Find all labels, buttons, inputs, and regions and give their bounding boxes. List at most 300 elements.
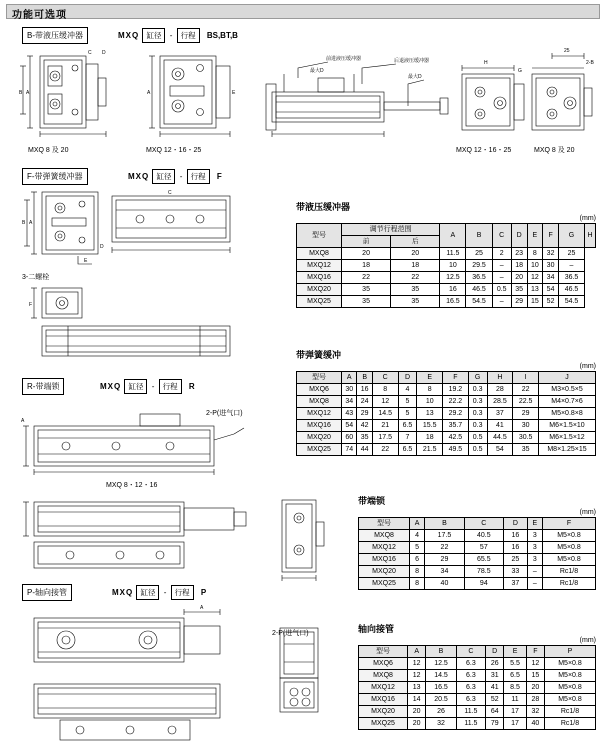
cell: 12 (408, 670, 426, 682)
cell: 22 (372, 444, 398, 456)
section-p-note: 2-P(进气口) (272, 630, 309, 637)
drawing-p-bottom (20, 676, 258, 744)
cell: 30 (342, 384, 357, 396)
cell: 8 (410, 578, 425, 590)
cell: 6.5 (398, 444, 417, 456)
cell: 16 (357, 384, 372, 396)
cell: 31 (486, 670, 504, 682)
cell-model: MXQ25 (359, 718, 408, 730)
cell: 0.5 (492, 284, 511, 296)
cell: M5×0.8 (545, 670, 596, 682)
th-b: B (466, 224, 492, 248)
page-header (6, 4, 600, 19)
cell-model: MXQ12 (297, 408, 342, 420)
th-model: 型号 (297, 224, 342, 248)
svg-text:A: A (29, 220, 33, 226)
th-d: D (486, 646, 504, 658)
svg-text:2-B: 2-B (586, 60, 594, 66)
section-f-bore: 缸径 (152, 169, 175, 184)
cell: 42 (357, 420, 372, 432)
drawing-b-left (18, 48, 128, 144)
table-1-title: 带液压缓冲器 (296, 202, 351, 212)
svg-text:最大D: 最大D (310, 68, 324, 74)
cell: 28 (487, 384, 513, 396)
table-1-unit: (mm) (579, 215, 596, 222)
cell: 14 (408, 694, 426, 706)
cell: 10 (527, 260, 543, 272)
section-f-model-row: MXQ 缸径 - 行程 F (128, 169, 222, 184)
drawing-r-top (20, 400, 258, 486)
cell-model: MXQ20 (359, 566, 410, 578)
cell-model: MXQ12 (359, 542, 410, 554)
table-row (297, 420, 596, 432)
cell: 34 (342, 396, 357, 408)
cell-model: MXQ16 (359, 694, 408, 706)
cell: 14.5 (426, 670, 456, 682)
table-row (297, 284, 596, 296)
cell: 3 (527, 542, 542, 554)
cell: 21.5 (417, 444, 443, 456)
th-group: 调节行程范围 (342, 224, 440, 236)
fig-label-b4: MXQ 8 及 20 (534, 147, 575, 154)
drawing-p-side (268, 620, 338, 720)
table-row (297, 260, 596, 272)
cell: 0.5 (468, 432, 487, 444)
svg-text:A: A (21, 418, 25, 424)
cell: 22 (391, 272, 440, 284)
cell: 34 (425, 566, 464, 578)
table-1-header-row-1 (297, 224, 596, 236)
cell: – (492, 260, 511, 272)
cell: 26 (486, 658, 504, 670)
cell: 35 (391, 284, 440, 296)
cell: 3 (527, 554, 542, 566)
cell-model: MXQ20 (359, 706, 408, 718)
section-r-suffix: R (188, 382, 195, 391)
cell: 41 (487, 420, 513, 432)
cell: 35 (391, 296, 440, 308)
cell: 18 (391, 260, 440, 272)
svg-text:A: A (147, 90, 151, 96)
cell-model: MXQ6 (359, 658, 408, 670)
section-f-note: 3-二螺栓 (22, 274, 50, 281)
cell: 52 (543, 296, 559, 308)
cell-model: MXQ6 (297, 384, 342, 396)
table-row (297, 272, 596, 284)
cell: 35 (357, 432, 372, 444)
cell: 35 (513, 444, 539, 456)
table-row (297, 444, 596, 456)
section-b-suffix: BS,BT,B (206, 31, 238, 40)
cell: 6.3 (456, 670, 485, 682)
cell: – (492, 296, 511, 308)
cell: 40.5 (464, 530, 503, 542)
cell: 60 (342, 432, 357, 444)
section-r-model: MXQ (100, 382, 122, 391)
cell: 11.5 (456, 718, 485, 730)
svg-text:后退液压缓冲器: 后退液压缓冲器 (394, 58, 430, 64)
table-3-header-row (359, 518, 596, 530)
svg-text:E: E (232, 90, 236, 96)
th-sub-front: 前 (342, 236, 391, 248)
section-p-model-row: MXQ 缸径 - 行程 P (112, 585, 206, 600)
cell: 17 (504, 718, 526, 730)
cell: 43 (342, 408, 357, 420)
cell: 29 (513, 408, 539, 420)
cell: 30 (543, 260, 559, 272)
section-f-caption: F-带弹簧缓冲器 (22, 168, 88, 185)
cell: 14.5 (372, 408, 398, 420)
section-p-bore: 缸径 (136, 585, 159, 600)
drawing-b-left2 (140, 48, 252, 144)
cell: 18 (417, 432, 443, 444)
cell: Rc1/8 (543, 566, 596, 578)
cell: 5.5 (504, 658, 526, 670)
svg-text:B: B (19, 90, 23, 96)
section-f-suffix: F (216, 172, 222, 181)
th-b: B (426, 646, 456, 658)
section-r-model-row: MXQ 缸径 - 行程 R (100, 379, 195, 394)
section-b-stroke: 行程 (177, 28, 200, 43)
cell: 20 (526, 682, 544, 694)
cell: 29 (425, 554, 464, 566)
th-g: G (558, 224, 584, 248)
table-3-unit: (mm) (579, 509, 596, 516)
cell: 18 (511, 260, 527, 272)
cell-model: MXQ25 (297, 296, 342, 308)
cell: 20 (408, 718, 426, 730)
cell: 35.7 (443, 420, 469, 432)
cell: 28.5 (487, 396, 513, 408)
svg-text:前进液压缓冲器: 前进液压缓冲器 (326, 56, 362, 62)
cell: 44.5 (487, 432, 513, 444)
cell: 8 (410, 566, 425, 578)
th-a: A (408, 646, 426, 658)
cell: 94 (464, 578, 503, 590)
cell: 4 (398, 384, 417, 396)
th-e: E (504, 646, 526, 658)
cell: 42.5 (443, 432, 469, 444)
cell: M5×0.8 (543, 530, 596, 542)
cell: 41 (486, 682, 504, 694)
table-row (359, 530, 596, 542)
table-row (359, 694, 596, 706)
cell: 30 (513, 420, 539, 432)
table-2-unit: (mm) (579, 363, 596, 370)
svg-text:C: C (88, 50, 92, 56)
cell: 15.5 (417, 420, 443, 432)
drawing-r-bottom (20, 492, 258, 572)
th-p: P (545, 646, 596, 658)
th-e: E (417, 372, 443, 384)
cell: 13 (417, 408, 443, 420)
cell: M5×0.8 (545, 682, 596, 694)
cell: 16 (504, 530, 528, 542)
cell: 29 (357, 408, 372, 420)
cell: Rc1/8 (543, 578, 596, 590)
th-b: B (425, 518, 464, 530)
cell: 12 (372, 396, 398, 408)
cell: 65.5 (464, 554, 503, 566)
cell-model: MXQ20 (297, 432, 342, 444)
cell: 25 (466, 248, 492, 260)
cell: 2 (492, 248, 511, 260)
section-p-caption: P-轴向接管 (22, 584, 72, 601)
cell: 28 (526, 694, 544, 706)
cell: 13 (408, 682, 426, 694)
cell: 46.5 (466, 284, 492, 296)
th-d: D (398, 372, 417, 384)
table-row (297, 296, 596, 308)
section-p-stroke: 行程 (171, 585, 194, 600)
cell: 54 (342, 420, 357, 432)
cell: 12 (526, 658, 544, 670)
cell: 16 (504, 542, 528, 554)
cell: 0.3 (468, 396, 487, 408)
cell: 7 (398, 432, 417, 444)
table-end-lock (358, 494, 596, 590)
fig-label-b2: MXQ 12・16・25 (146, 147, 202, 154)
cell: 20 (408, 706, 426, 718)
cell: 24 (357, 396, 372, 408)
cell: 16.5 (426, 682, 456, 694)
th-e: E (527, 518, 542, 530)
cell: – (527, 566, 542, 578)
th-f: F (443, 372, 469, 384)
svg-text:F: F (29, 302, 33, 308)
section-b-model-row: MXQ 缸径 - 行程 BS,BT,B (118, 28, 238, 43)
cell: – (527, 578, 542, 590)
svg-text:25: 25 (564, 48, 570, 54)
th-a: A (342, 372, 357, 384)
cell: 12.5 (440, 272, 466, 284)
cell: 40 (425, 578, 464, 590)
cell-model: MXQ25 (359, 578, 410, 590)
cell: 32 (426, 718, 456, 730)
cell: 25 (558, 248, 584, 260)
table-row (359, 706, 596, 718)
th-c: C (456, 646, 485, 658)
th-model: 型号 (359, 518, 410, 530)
cell-model: MXQ16 (297, 272, 342, 284)
svg-text:A: A (26, 90, 30, 96)
cell: 22 (425, 542, 464, 554)
th-a: A (410, 518, 425, 530)
cell: 36.5 (466, 272, 492, 284)
cell: 17.5 (425, 530, 464, 542)
cell: 19.2 (443, 384, 469, 396)
cell-model: MXQ12 (359, 682, 408, 694)
section-f-stroke: 行程 (187, 169, 210, 184)
th-h: H (585, 224, 596, 248)
th-c: C (464, 518, 503, 530)
th-d: D (511, 224, 527, 248)
cell: 0.3 (468, 408, 487, 420)
drawing-b-center (258, 44, 454, 144)
table-row (359, 578, 596, 590)
cell: 12.5 (426, 658, 456, 670)
cell: 8 (527, 248, 543, 260)
cell: M5×0.8×8 (539, 408, 596, 420)
svg-text:B: B (22, 220, 26, 226)
table-4-header-row (359, 646, 596, 658)
cell: 8 (372, 384, 398, 396)
cell: M5×0.8 (545, 694, 596, 706)
th-h: H (487, 372, 513, 384)
cell: 22 (513, 384, 539, 396)
cell: 36.5 (558, 272, 584, 284)
th-a: A (440, 224, 466, 248)
table-spring-cushion (296, 348, 596, 456)
section-p-suffix: P (200, 588, 207, 597)
drawing-r-side (268, 492, 338, 588)
cell: M5×0.8 (543, 542, 596, 554)
cell: 40 (526, 718, 544, 730)
th-model: 型号 (297, 372, 342, 384)
th-i: I (513, 372, 539, 384)
cell: 6.3 (456, 694, 485, 706)
cell: 33 (504, 566, 528, 578)
cell: 11.5 (440, 248, 466, 260)
cell-model: MXQ25 (297, 444, 342, 456)
cell: M8×1.25×15 (539, 444, 596, 456)
cell-model: MXQ8 (297, 248, 342, 260)
cell: 8 (417, 384, 443, 396)
cell-model: MXQ20 (297, 284, 342, 296)
cell: 20 (511, 272, 527, 284)
cell: 54 (487, 444, 513, 456)
cell: – (558, 260, 584, 272)
cell: 21 (372, 420, 398, 432)
section-r-caption: R-带端锁 (22, 378, 64, 395)
cell: M3×0.5×5 (539, 384, 596, 396)
cell: 8.5 (504, 682, 526, 694)
table-4-title: 轴向接管 (358, 624, 395, 634)
section-r-note: 2-P(进气口) (206, 410, 243, 417)
fig-label-b1: MXQ 8 及 20 (28, 147, 69, 154)
cell: 18 (342, 260, 391, 272)
cell: 5 (398, 408, 417, 420)
cell: 6.5 (398, 420, 417, 432)
cell: 35 (342, 284, 391, 296)
table-row (297, 408, 596, 420)
svg-text:H: H (484, 60, 488, 66)
cell: 6.3 (456, 682, 485, 694)
fig-label-r: MXQ 8・12・16 (106, 482, 158, 489)
cell: 15 (526, 670, 544, 682)
drawing-f-bottom (20, 282, 240, 362)
cell: 64 (486, 706, 504, 718)
table-2-title: 带弹簧缓冲 (296, 350, 342, 360)
cell-model: MXQ8 (359, 530, 410, 542)
table-row (359, 566, 596, 578)
svg-text:D: D (102, 50, 106, 56)
cell: 79 (486, 718, 504, 730)
cell: M6×1.5×10 (539, 420, 596, 432)
cell: 4 (410, 530, 425, 542)
cell: 5 (410, 542, 425, 554)
cell: 6 (410, 554, 425, 566)
cell: 12 (408, 658, 426, 670)
th-f: F (526, 646, 544, 658)
table-axial-port (358, 622, 596, 730)
th-model: 型号 (359, 646, 408, 658)
table-row (297, 396, 596, 408)
cell: 52 (486, 694, 504, 706)
cell: M5×0.8 (545, 658, 596, 670)
th-c: C (372, 372, 398, 384)
cell: 0.5 (468, 444, 487, 456)
cell: 11.5 (456, 706, 485, 718)
section-r-stroke: 行程 (159, 379, 182, 394)
cell: 20 (342, 248, 391, 260)
cell: 6.5 (504, 670, 526, 682)
cell-model: MXQ8 (359, 670, 408, 682)
cell: 22.5 (513, 396, 539, 408)
cell: 25 (504, 554, 528, 566)
drawing-b-right (456, 44, 598, 144)
cell: 20 (391, 248, 440, 260)
cell: 54.5 (558, 296, 584, 308)
cell: 46.5 (558, 284, 584, 296)
table-row (297, 432, 596, 444)
cell: 34 (543, 272, 559, 284)
cell: 15 (527, 296, 543, 308)
cell: 17.5 (372, 432, 398, 444)
cell: 16 (440, 284, 466, 296)
cell: 37 (504, 578, 528, 590)
table-row (359, 554, 596, 566)
cell: 35 (511, 284, 527, 296)
section-f-model: MXQ (128, 172, 150, 181)
fig-label-b3: MXQ 12・16・25 (456, 147, 512, 154)
cell: 32 (543, 248, 559, 260)
th-d: D (504, 518, 528, 530)
svg-text:最大D: 最大D (408, 74, 422, 80)
cell: 12 (527, 272, 543, 284)
th-b: B (357, 372, 372, 384)
cell: 10 (440, 260, 466, 272)
cell: 5 (398, 396, 417, 408)
table-row (297, 384, 596, 396)
cell: 57 (464, 542, 503, 554)
table-row (297, 248, 596, 260)
svg-text:C: C (168, 190, 172, 196)
th-f: F (543, 518, 596, 530)
svg-text:E: E (84, 258, 88, 264)
cell: M5×0.8 (543, 554, 596, 566)
section-b-bore: 缸径 (142, 28, 165, 43)
th-j: J (539, 372, 596, 384)
cell: 44 (357, 444, 372, 456)
cell-model: MXQ16 (359, 554, 410, 566)
cell: Rc1/8 (545, 718, 596, 730)
page-title: 功能可选项 (12, 10, 67, 21)
cell: 20.5 (426, 694, 456, 706)
table-4-unit: (mm) (579, 637, 596, 644)
cell: 0.3 (468, 384, 487, 396)
cell: 29.5 (466, 260, 492, 272)
th-e: E (527, 224, 543, 248)
cell: 37 (487, 408, 513, 420)
svg-text:G: G (518, 68, 522, 74)
cell: M6×1.5×12 (539, 432, 596, 444)
section-p-model: MXQ (112, 588, 134, 597)
cell: 35 (342, 296, 391, 308)
cell: 26 (426, 706, 456, 718)
cell: 74 (342, 444, 357, 456)
cell: 54 (543, 284, 559, 296)
